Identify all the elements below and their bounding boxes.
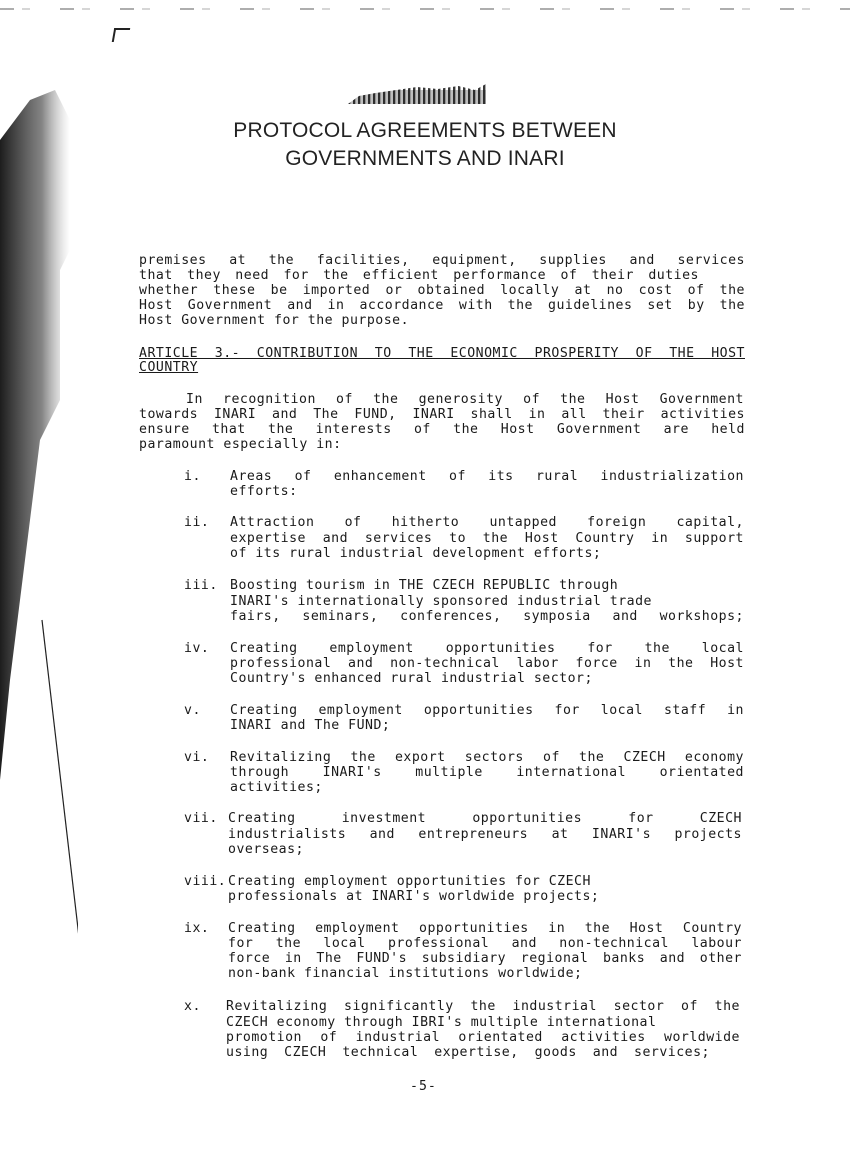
- list-item-line: for the local professional and non-technical labour: [228, 936, 742, 951]
- list-item-line: force in The FUND's subsidiary regional banks and other: [228, 951, 742, 966]
- article-paragraph-line-1: In recognition of the generosity of the Host Government: [186, 392, 744, 407]
- article-heading: ARTICLE 3.- CONTRIBUTION TO THE ECONOMIC PROSPERITY OF THE HOST: [139, 346, 745, 361]
- organization-logo: [348, 84, 486, 104]
- list-item-number: vii.: [184, 811, 218, 826]
- article-heading-cont: COUNTRY: [139, 360, 199, 375]
- list-item-number: iv.: [184, 641, 210, 656]
- list-item-line: Creating employment opportunities in the Host Country: [228, 921, 742, 936]
- list-item-number: x.: [184, 999, 201, 1014]
- list-item-line: Revitalizing the export sectors of the CZECH economy: [230, 750, 744, 765]
- list-item-number: vi.: [184, 750, 210, 765]
- list-item-line: industrialists and entrepreneurs at INARI's projects: [228, 827, 742, 842]
- list-item-line: of its rural industrial development efforts;: [230, 546, 602, 561]
- list-item-line: professionals at INARI's worldwide projects;: [228, 889, 600, 904]
- list-item-line: Attraction of hitherto untapped foreign capital,: [230, 515, 744, 530]
- list-item-number: ix.: [184, 921, 210, 936]
- list-item-line: INARI and The FUND;: [230, 718, 391, 733]
- intro-line-2: that they need for the efficient performance of their duties: [139, 268, 699, 283]
- page-number: -5-: [410, 1079, 437, 1094]
- list-item-number: ii.: [184, 515, 210, 530]
- list-item-line: overseas;: [228, 842, 304, 857]
- list-item-line: Country's enhanced rural industrial sector;: [230, 671, 593, 686]
- intro-line-4: Host Government and in accordance with the guidelines set by the: [139, 298, 745, 313]
- intro-line-1: premises at the facilities, equipment, supplies and services: [139, 253, 745, 268]
- list-item-line: INARI's internationally sponsored industrial trade: [230, 594, 652, 609]
- list-item-line: CZECH economy through IBRI's multiple international: [226, 1015, 657, 1030]
- scan-artifact-top: [0, 8, 850, 10]
- list-item-number: v.: [184, 703, 201, 718]
- list-item-line: activities;: [230, 780, 323, 795]
- article-paragraph-line-2: towards INARI and The FUND, INARI shall in all their activities: [139, 407, 745, 422]
- list-item-number: iii.: [184, 578, 218, 593]
- list-item-number: i.: [184, 469, 201, 484]
- article-paragraph-line-4: paramount especially in:: [139, 437, 342, 452]
- corner-mark: [112, 28, 130, 42]
- list-item-line: expertise and services to the Host Country in support: [230, 531, 744, 546]
- list-item-line: using CZECH technical expertise, goods and services;: [226, 1045, 710, 1060]
- intro-line-3: whether these be imported or obtained locally at no cost of the: [139, 283, 745, 298]
- intro-line-5: Host Government for the purpose.: [139, 313, 410, 328]
- list-item-line: professional and non-technical labor force in the Host: [230, 656, 744, 671]
- document-title-line-1: PROTOCOL AGREEMENTS BETWEEN: [233, 119, 617, 142]
- article-paragraph-line-3: ensure that the interests of the Host Government are held: [139, 422, 745, 437]
- list-item-line: fairs, seminars, conferences, symposia and workshops;: [230, 609, 744, 624]
- scan-artifact-left-edge: [0, 80, 78, 1080]
- list-item-line: Creating employment opportunities for local staff in: [230, 703, 744, 718]
- list-item-line: Creating employment opportunities for the local: [230, 641, 744, 656]
- list-item-line: Revitalizing significantly the industrial sector of the: [226, 999, 740, 1014]
- list-item-number: viii.: [184, 874, 227, 889]
- list-item-line: Boosting tourism in THE CZECH REPUBLIC through: [230, 578, 619, 593]
- list-item-line: Areas of enhancement of its rural industrialization: [230, 469, 744, 484]
- list-item-line: Creating investment opportunities for CZECH: [228, 811, 742, 826]
- list-item-line: efforts:: [230, 484, 298, 499]
- list-item-line: promotion of industrial orientated activities worldwide: [226, 1030, 740, 1045]
- list-item-line: through INARI's multiple international orientated: [230, 765, 744, 780]
- list-item-line: Creating employment opportunities for CZECH: [228, 874, 591, 889]
- document-title-line-2: GOVERNMENTS AND INARI: [285, 147, 565, 170]
- list-item-line: non-bank financial institutions worldwide;: [228, 966, 583, 981]
